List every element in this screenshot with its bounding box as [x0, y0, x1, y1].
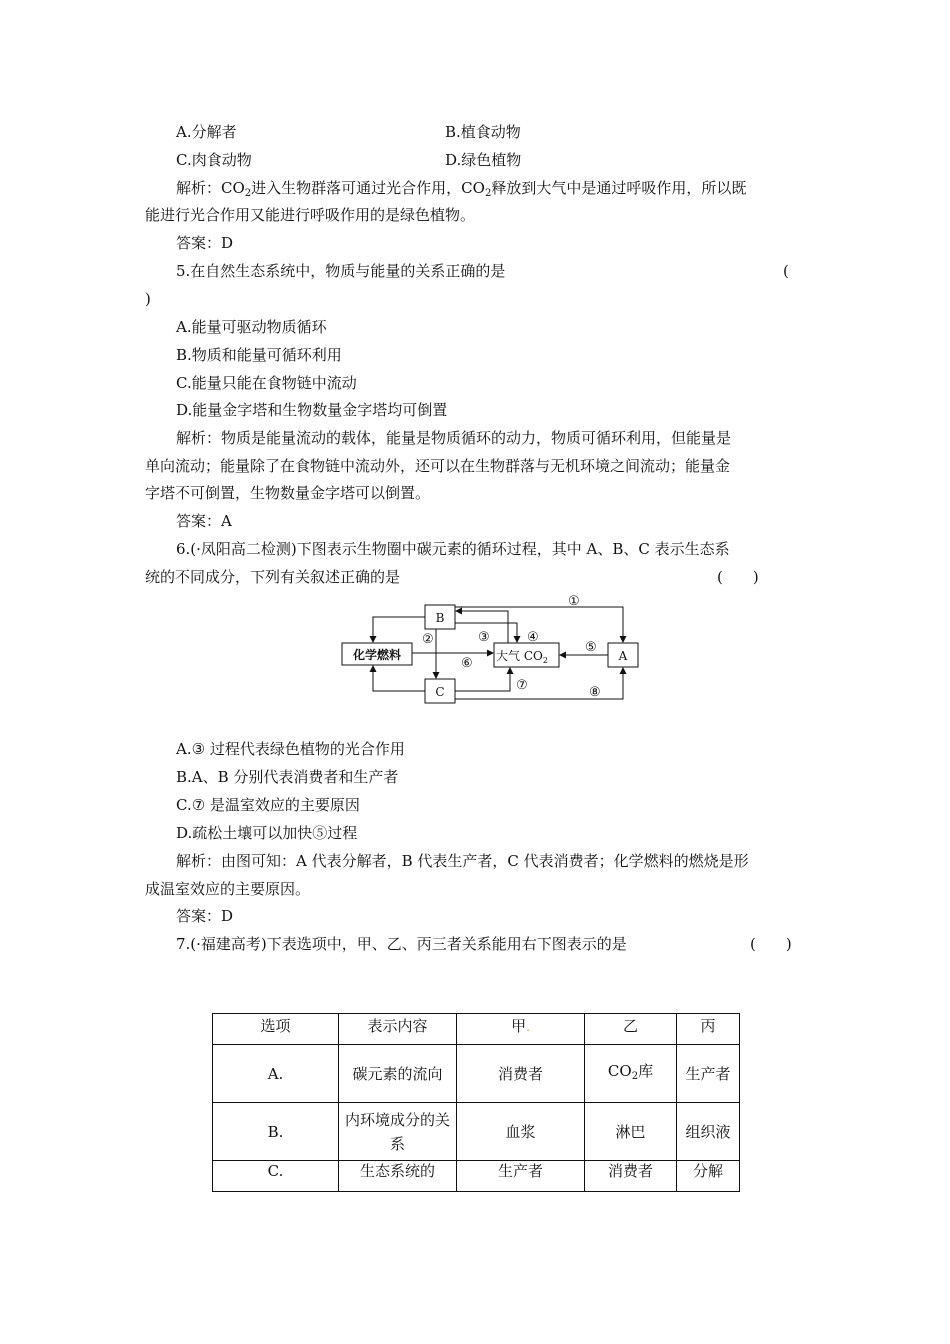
num-3: ③ — [478, 630, 490, 645]
q5-option-a: A.能量可驱动物质循环 — [176, 318, 327, 336]
q5-analysis-line-2: 单向流动；能量除了在食物链中流动外，还可以在生物群落与无机环境之间流动；能量金 — [145, 457, 731, 475]
table-header-row — [213, 1014, 740, 1045]
q6-paren: ( ) — [717, 568, 759, 586]
num-6: ⑥ — [461, 656, 473, 671]
label-atmosphere-co2: 大气 $CO_2$ — [496, 649, 548, 665]
header-jia: 甲. — [457, 1014, 585, 1045]
cell: A. — [213, 1045, 339, 1103]
q5-paren-open: ( — [783, 262, 789, 280]
q6-option-d: D.疏松土壤可以加快⑤过程 — [176, 824, 358, 842]
cell: 血浆 — [457, 1103, 585, 1161]
q5-analysis-line-3: 字塔不可倒置，生物数量金字塔可以倒置。 — [145, 484, 431, 502]
q4-option-b: B.植食动物 — [445, 123, 521, 141]
q4-option-c: C.肉食动物 — [176, 151, 252, 169]
header-content: 表示内容 — [339, 1014, 457, 1045]
q6-option-c: C.⑦ 是温室效应的主要原因 — [176, 796, 360, 814]
q6-option-a: A.③ 过程代表绿色植物的光合作用 — [176, 740, 405, 758]
label-b: B — [435, 611, 445, 625]
q5-stem: 5.在自然生态系统中，物质与能量的关系正确的是 — [176, 262, 506, 280]
cell: $CO_2$库 — [585, 1045, 677, 1103]
num-5: ⑤ — [585, 640, 597, 655]
cell: 碳元素的流向 — [339, 1045, 457, 1103]
q5-paren-close: ) — [145, 290, 151, 308]
cell: 消费者 — [457, 1045, 585, 1103]
header-option: 选项 — [213, 1014, 339, 1045]
label-c: C — [435, 685, 445, 699]
cell: 消费者 — [585, 1161, 677, 1192]
table-row — [213, 1045, 740, 1103]
q7-stem: 7.(·福建高考)下表选项中，甲、乙、丙三者关系能用右下图表示的是 — [176, 935, 627, 953]
q6-option-b: B.A、B 分别代表消费者和生产者 — [176, 768, 399, 786]
num-7: ⑦ — [516, 678, 528, 693]
q4-analysis-line-2: 能进行光合作用又能进行呼吸作用的是绿色植物。 — [145, 206, 476, 224]
header-yi: 乙 — [585, 1014, 677, 1045]
header-bing: 丙 — [677, 1014, 740, 1045]
q6-analysis-line-1: 解析：由图可知：A 代表分解者，B 代表生产者，C 代表消费者；化学燃料的燃烧是形 — [176, 852, 749, 870]
cell: 生态系统的 — [339, 1161, 457, 1192]
q5-option-b: B.物质和能量可循环利用 — [176, 346, 342, 364]
num-1: ① — [568, 595, 580, 609]
q5-analysis-line-1: 解析：物质是能量流动的载体，能量是物质循环的动力，物质可循环利用，但能量是 — [176, 429, 732, 447]
cell: 分解 — [677, 1161, 740, 1192]
q7-options-table — [212, 1013, 740, 1192]
q5-option-c: C.能量只能在食物链中流动 — [176, 374, 357, 392]
cell: 淋巴 — [585, 1103, 677, 1161]
num-4: ④ — [527, 630, 539, 645]
q6-stem-line-2: 统的不同成分，下列有关叙述正确的是 — [145, 568, 401, 586]
num-2: ② — [422, 632, 434, 647]
cell: C. — [213, 1161, 339, 1192]
table-row — [213, 1103, 740, 1161]
cell: 生产者 — [677, 1045, 740, 1103]
q6-analysis-line-2: 成温室效应的主要原因。 — [145, 880, 311, 898]
q5-option-d: D.能量金字塔和生物数量金字塔均可倒置 — [176, 401, 448, 419]
carbon-cycle-diagram — [340, 595, 650, 715]
q4-answer: 答案：D — [176, 234, 234, 252]
cell: 生产者 — [457, 1161, 585, 1192]
label-chemical-fuel: 化学燃料 — [352, 648, 402, 662]
cell: 组织液 — [677, 1103, 740, 1161]
label-a: A — [618, 649, 628, 663]
q6-answer: 答案：D — [176, 907, 234, 925]
cell: B. — [213, 1103, 339, 1161]
q4-analysis-line-1: 解析：$CO_2$进入生物群落可通过光合作用，$CO_2$释放到大气中是通过呼吸作用，所以既 — [176, 179, 747, 199]
q5-answer: 答案：A — [176, 512, 232, 530]
q4-option-a: A.分解者 — [176, 123, 237, 141]
q7-paren: ( ) — [750, 935, 792, 953]
cell: 内环境成分的关系 — [339, 1103, 457, 1161]
num-8: ⑧ — [589, 685, 601, 700]
q4-option-d: D.绿色植物 — [445, 151, 522, 169]
q6-stem-line-1: 6.(·凤阳高二检测)下图表示生物圈中碳元素的循环过程，其中 A、B、C 表示生态系 — [176, 540, 730, 558]
table-row — [213, 1161, 740, 1192]
